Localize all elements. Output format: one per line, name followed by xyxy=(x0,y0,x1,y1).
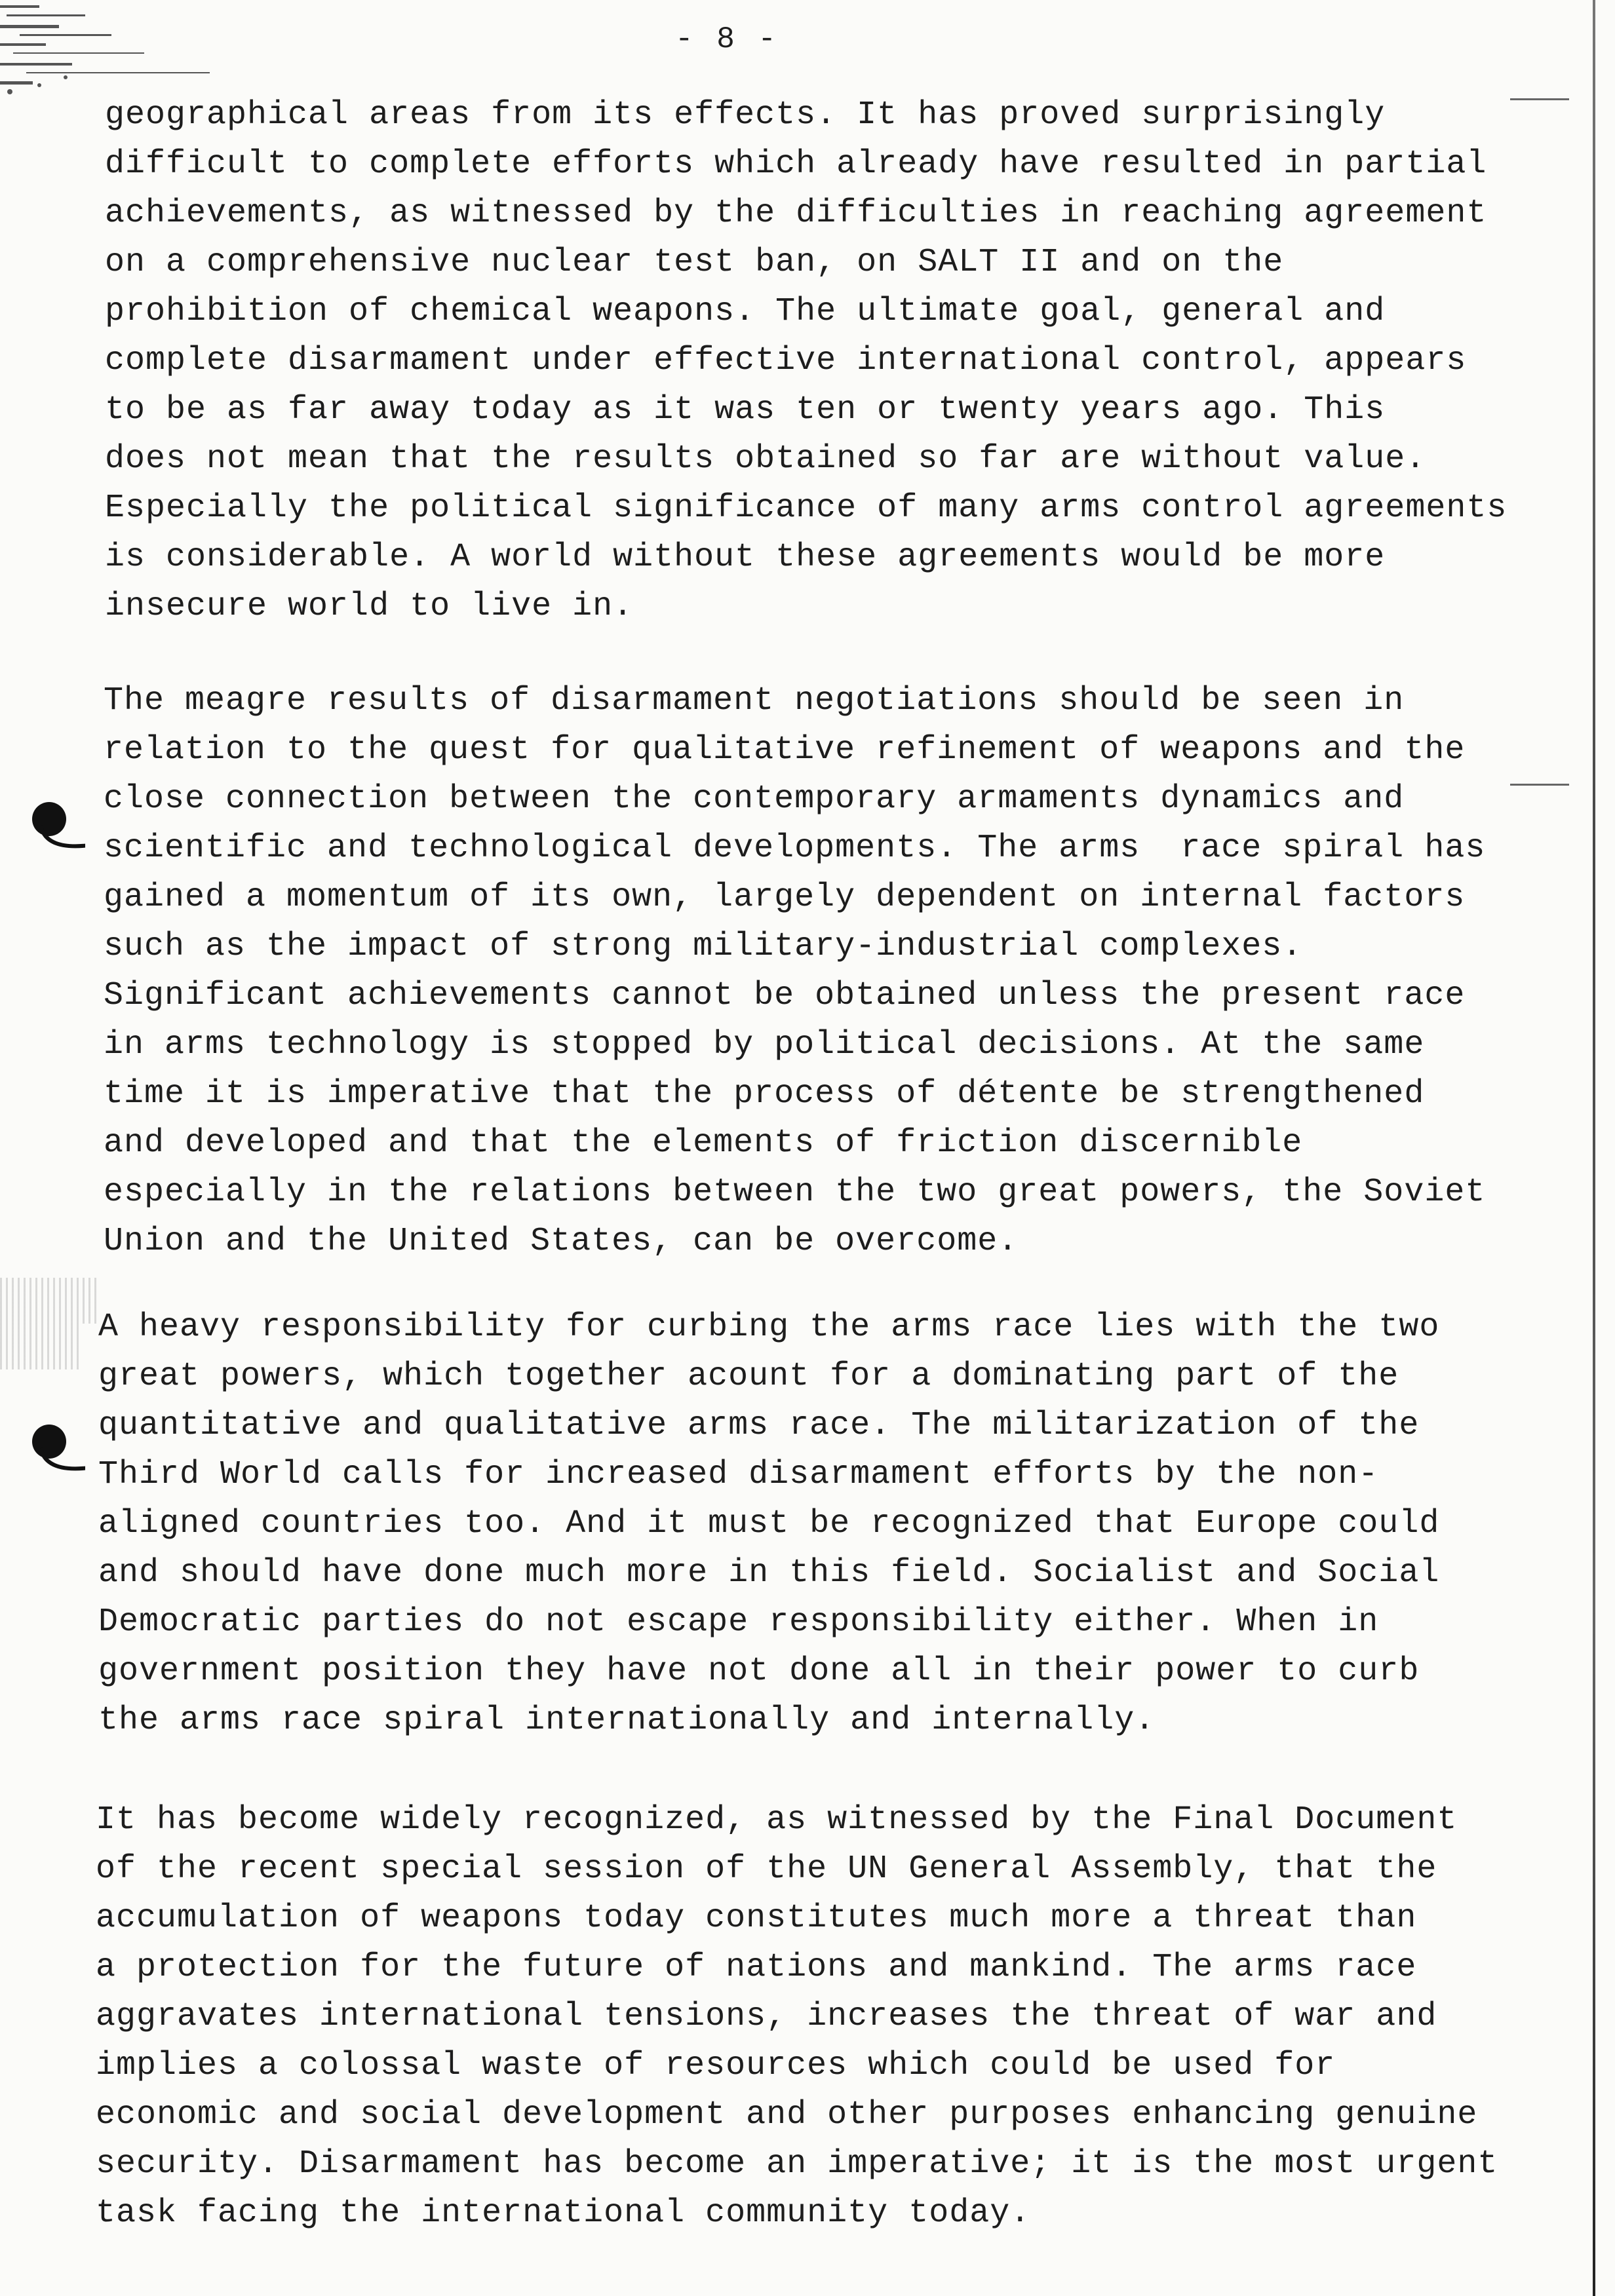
paragraph-3 xyxy=(98,1303,1514,1745)
margin-dash xyxy=(1510,784,1569,786)
text-line: government position they have not done all in their power to curb xyxy=(98,1653,1420,1690)
text-line: time it is imperative that the process of détente be strengthened xyxy=(104,1075,1425,1113)
text-line: Third World calls for increased disarmament efforts by the non- xyxy=(98,1456,1379,1493)
scan-edge-noise xyxy=(0,1324,79,1369)
text-line: such as the impact of strong military-industrial complexes. xyxy=(104,928,1303,965)
paragraph-4 xyxy=(96,1795,1511,2238)
text-line: difficult to complete efforts which already have resulted in partial xyxy=(105,145,1487,183)
text-line: on a comprehensive nuclear test ban, on SALT II and on the xyxy=(105,244,1284,281)
text-line: achievements, as witnessed by the difficulties in reaching agreement xyxy=(105,195,1487,232)
text-line: is considerable. A world without these agreements would be more xyxy=(105,539,1386,576)
text-line: aggravates international tensions, increases the threat of war and xyxy=(96,1998,1437,2035)
binding-edge-line xyxy=(1593,0,1595,2296)
text-line: does not mean that the results obtained so far are without value. xyxy=(105,440,1426,478)
text-line: The meagre results of disarmament negotiations should be seen in xyxy=(104,682,1405,719)
text-line: quantitative and qualitative arms race. The militarization of the xyxy=(98,1407,1420,1444)
text-line: gained a momentum of its own, largely dependent on internal factors xyxy=(104,879,1466,916)
text-line: insecure world to live in. xyxy=(105,588,634,625)
text-line: great powers, which together acount for a dominating part of the xyxy=(98,1358,1399,1395)
text-line: economic and social development and other purposes enhancing genuine xyxy=(96,2096,1478,2133)
text-line: and should have done much more in this field. Socialist and Social xyxy=(98,1554,1440,1592)
text-line: prohibition of chemical weapons. The ultimate goal, general and xyxy=(105,293,1386,330)
text-line: It has become widely recognized, as witnessed by the Final Document xyxy=(96,1801,1458,1839)
text-line: relation to the quest for qualitative refinement of weapons and the xyxy=(104,731,1466,769)
text-line: task facing the international community today. xyxy=(96,2194,1031,2232)
text-line: security. Disarmament has become an imperative; it is the most urgent xyxy=(96,2145,1498,2183)
text-line: Significant achievements cannot be obtained unless the present race xyxy=(104,977,1466,1014)
page-number: - 8 - xyxy=(675,22,779,56)
text-line: scientific and technological developments. The arms race spiral has xyxy=(104,830,1486,867)
text-line: of the recent special session of the UN General Assembly, that the xyxy=(96,1850,1437,1888)
text-line: the arms race spiral internationally and internally. xyxy=(98,1702,1156,1739)
hole-punch-mark xyxy=(26,1422,85,1481)
text-line: Especially the political significance of many arms control agreements xyxy=(105,489,1508,527)
text-line: Union and the United States, can be overcome. xyxy=(104,1223,1019,1260)
text-line: implies a colossal waste of resources which could be used for xyxy=(96,2047,1336,2084)
scan-speckle-corner xyxy=(0,0,216,98)
text-line: especially in the relations between the two great powers, the Soviet xyxy=(104,1174,1486,1211)
text-line: complete disarmament under effective international control, appears xyxy=(105,342,1467,379)
text-line: to be as far away today as it was ten or twenty years ago. This xyxy=(105,391,1386,429)
margin-dash xyxy=(1510,98,1569,100)
text-line: Democratic parties do not escape responsibility either. When in xyxy=(98,1603,1379,1641)
hole-punch-mark xyxy=(26,799,85,858)
paragraph-2 xyxy=(104,676,1519,1266)
text-line: in arms technology is stopped by political decisions. At the same xyxy=(104,1026,1425,1063)
paragraph-1 xyxy=(105,90,1521,631)
text-line: geographical areas from its effects. It has proved surprisingly xyxy=(105,96,1386,134)
text-line: aligned countries too. And it must be recognized that Europe could xyxy=(98,1505,1440,1542)
text-line: close connection between the contemporary armaments dynamics and xyxy=(104,780,1405,818)
text-line: A heavy responsibility for curbing the arms race lies with the two xyxy=(98,1309,1440,1346)
text-line: accumulation of weapons today constitutes much more a threat than xyxy=(96,1900,1417,1937)
scan-edge-noise xyxy=(0,1278,98,1324)
text-line: and developed and that the elements of friction discernible xyxy=(104,1124,1303,1162)
text-line: a protection for the future of nations and mankind. The arms race xyxy=(96,1949,1417,1986)
